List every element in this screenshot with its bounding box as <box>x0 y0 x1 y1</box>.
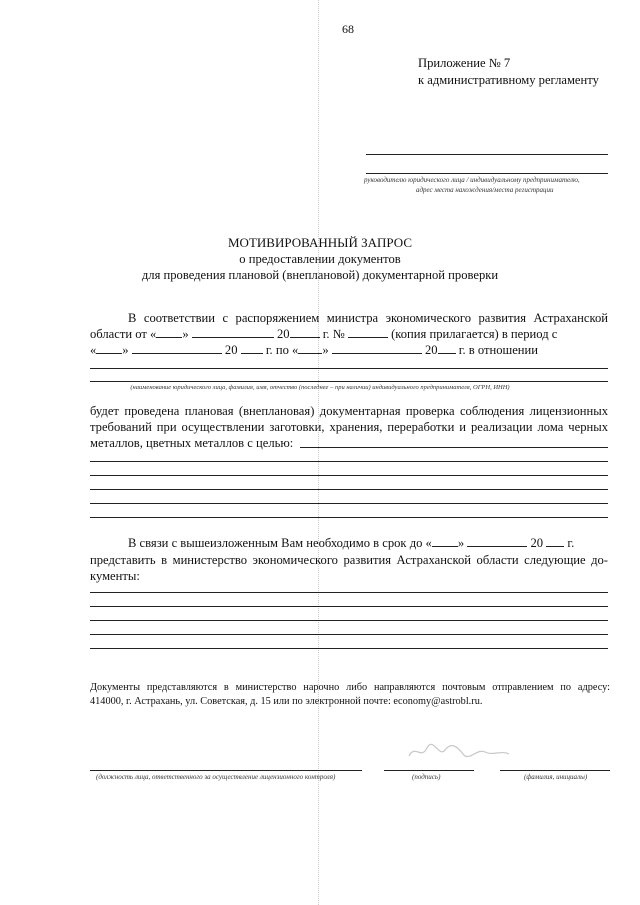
paragraph1-line3 <box>90 343 608 358</box>
name-field-line[interactable] <box>500 770 610 771</box>
document-subtitle-1: о предоставлении документов <box>239 252 401 266</box>
note-line1 <box>90 682 610 693</box>
paragraph1-line1-text: В соответствии с распоряжением министра экономического развития Астраханской <box>128 311 608 325</box>
addressee-caption-1: руководителю юридического лица / индивидуальному предпринимателю, <box>364 176 580 184</box>
p1-from-year-field[interactable] <box>241 343 263 354</box>
documents-field-line-2[interactable] <box>90 606 608 607</box>
note-line2: 414000, г. Астрахань, ул. Советская, д. 15 или по электронной почте: economy@astrobl.ru. <box>90 696 483 707</box>
purpose-field-line-0[interactable] <box>300 447 608 448</box>
purpose-field-line-1[interactable] <box>90 461 608 462</box>
documents-field-line-1[interactable] <box>90 592 608 593</box>
purpose-field-line-5[interactable] <box>90 517 608 518</box>
p3-day-field[interactable] <box>432 536 458 547</box>
paragraph3-line1 <box>128 536 608 551</box>
name-caption: (фамилия, инициалы) <box>524 773 588 781</box>
entity-field-line-2[interactable] <box>90 381 608 382</box>
paragraph2-line1 <box>90 404 608 419</box>
p3-year-suffix: г. <box>567 536 575 550</box>
p1-date-close: » <box>182 327 189 341</box>
documents-field-line-4[interactable] <box>90 634 608 635</box>
paragraph2-line1-text: будет проведена плановая (внеплановая) документарная проверка соблюдения лицензионных <box>90 404 608 418</box>
p1-from-close: » <box>122 343 129 357</box>
p1-from-open: « <box>90 343 97 357</box>
appendix-reference: к административному регламенту <box>418 73 599 87</box>
entity-field-line-1[interactable] <box>90 368 608 369</box>
paragraph2-line3: металлов, цветных металлов с целью: <box>90 436 294 450</box>
sign-caption: (подпись) <box>412 773 441 781</box>
p1-number-field[interactable] <box>348 327 388 338</box>
p1-copy-text: (копия прилагается) в период с <box>391 327 558 341</box>
p1-date-open: области от « <box>90 327 157 341</box>
position-field-line[interactable] <box>90 770 362 771</box>
p1-from-year-prefix: 20 <box>224 343 238 357</box>
p1-month-field[interactable] <box>192 327 274 338</box>
p1-to-close: » <box>322 343 329 357</box>
p3-year-prefix: 20 <box>530 536 544 550</box>
addressee-line-1 <box>366 154 608 155</box>
p1-to-month-field[interactable] <box>332 343 422 354</box>
purpose-field-line-3[interactable] <box>90 489 608 490</box>
position-caption: (должность лица, ответственного за осуществление лицензионного контроля) <box>96 773 336 781</box>
purpose-field-line-4[interactable] <box>90 503 608 504</box>
paragraph3-line2 <box>90 553 608 568</box>
p1-to-year-field[interactable] <box>438 343 456 354</box>
signature-scribble-icon <box>405 738 515 764</box>
document-subtitle-2: для проведения плановой (внеплановой) документарной проверки <box>141 268 499 282</box>
entity-caption: (наименование юридического лица, фамилия, имя, отчество (последнее – при наличии) индивидуального предпринимателя, ОГРН, ИНН) <box>130 384 510 391</box>
addressee-line-2 <box>366 173 608 174</box>
p1-to-year-prefix: 20 <box>424 343 438 357</box>
appendix-number: Приложение № 7 <box>418 56 511 70</box>
p1-day-field[interactable] <box>156 327 182 338</box>
p1-from-month-field[interactable] <box>132 343 222 354</box>
addressee-caption-2: адрес места нахождения/места регистрации <box>416 186 554 194</box>
p1-number-label: г. № <box>322 327 345 341</box>
p1-year-prefix: 20 <box>276 327 290 341</box>
note-line1-text: Документы представляются в министерство нарочно либо направляются почтовым отправлением по адресу: <box>90 682 610 693</box>
page-number: 68 <box>342 22 354 36</box>
documents-field-line-3[interactable] <box>90 620 608 621</box>
p1-from-day-field[interactable] <box>96 343 122 354</box>
paragraph2-line2 <box>90 420 608 435</box>
p1-year-field[interactable] <box>290 327 320 338</box>
documents-field-line-5[interactable] <box>90 648 608 649</box>
p1-to-day-field[interactable] <box>298 343 322 354</box>
paragraph3-line2-text: представить в министерство экономического развития Астраханской области следующие до- <box>90 553 608 567</box>
p1-to-label: г. по « <box>265 343 299 357</box>
document-title: МОТИВИРОВАННЫЙ ЗАПРОС <box>228 235 412 250</box>
p3-date-close: » <box>457 536 465 550</box>
purpose-field-line-2[interactable] <box>90 475 608 476</box>
sign-field-line[interactable] <box>384 770 474 771</box>
p3-year-field[interactable] <box>546 536 564 547</box>
p3-deadline-text: В связи с вышеизложенным Вам необходимо в срок до « <box>128 536 432 550</box>
p1-regarding-text: г. в отношении <box>458 343 539 357</box>
paragraph1-line2 <box>90 327 608 342</box>
paragraph1-line1 <box>128 311 608 326</box>
paragraph2-line2-text: требований при осуществлении заготовки, хранения, переработки и реализации лома черных <box>90 420 608 434</box>
p3-month-field[interactable] <box>467 536 527 547</box>
paragraph3-line3: кументы: <box>90 569 140 583</box>
